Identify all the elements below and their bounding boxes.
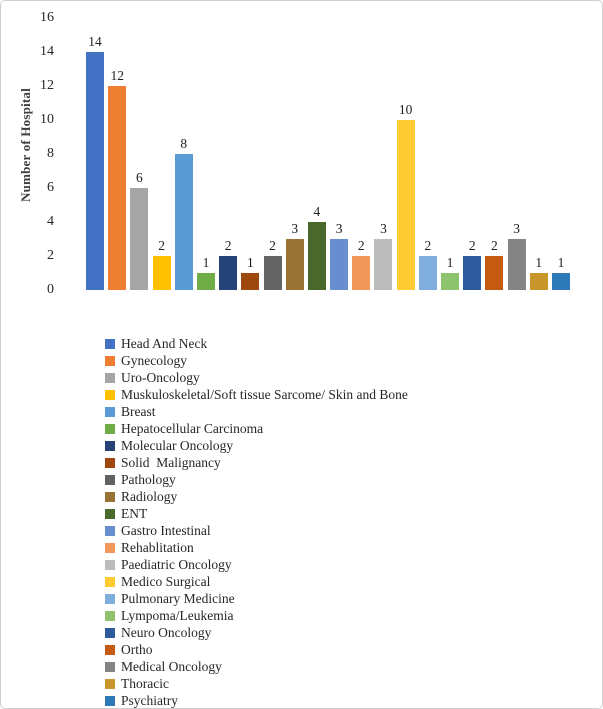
y-axis-ticks [18,1,54,311]
legend-label: Medico Surgical [121,574,211,589]
y-tick-label: 8 [47,146,54,161]
bar-ortho [485,238,503,290]
legend-swatch-icon [105,526,115,536]
bar-lympoma-leukemia [441,255,459,290]
bar-value-label: 1 [557,255,565,270]
legend-swatch-icon [105,560,115,570]
legend-swatch-icon [105,509,115,519]
legend-swatch-icon [105,628,115,638]
legend-swatch-icon [105,390,115,400]
legend-item [105,624,585,641]
legend-label: Lympoma/Leukemia [121,608,234,623]
bar-pulmonary-medicine [419,238,437,290]
bar-value-label: 12 [110,68,124,83]
bar-value-label: 8 [180,136,188,151]
bar-value-label: 3 [335,221,343,236]
bar-value-label: 1 [246,255,254,270]
legend-swatch-icon [105,441,115,451]
legend-item [105,488,585,505]
bar-ent [308,204,326,290]
y-tick-label: 12 [40,78,54,93]
legend-swatch-icon [105,662,115,672]
legend-label: Pulmonary Medicine [121,591,235,606]
bar-value-label: 6 [136,170,143,185]
legend-swatch-icon [105,492,115,502]
legend-label: Pathology [121,472,176,487]
bar-value-label: 2 [224,238,232,253]
bar-radiology [286,221,304,290]
bar-neuro-oncology [463,238,481,290]
y-tick-label: 14 [40,44,54,59]
legend-item [105,369,585,386]
y-tick-label: 10 [40,112,54,127]
legend-label: Rehablitation [121,540,194,555]
legend-item [105,539,585,556]
chart-plot-region [1,1,602,311]
legend-item [105,641,585,658]
legend-item [105,454,585,471]
bar-value-label: 3 [291,221,299,236]
bar-value-label: 14 [88,34,102,49]
legend-item [105,607,585,624]
bar-value-label: 1 [446,255,454,270]
legend-swatch-icon [105,356,115,366]
y-tick-label: 6 [47,180,54,195]
bar-solid-malignancy [241,255,259,290]
legend-label: Paediatric Oncology [121,557,232,572]
legend [105,335,585,709]
legend-swatch-icon [105,696,115,706]
bar-medico-surgical [397,102,415,290]
legend-label: Hepatocellular Carcinoma [121,421,264,436]
legend-item [105,403,585,420]
bar-gynecology [108,68,126,290]
bar-molecular-oncology [219,238,237,290]
bar-psychiatry [552,255,570,290]
bar-value-label: 2 [491,238,498,253]
legend-swatch-icon [105,594,115,604]
bar-thoracic [530,255,548,290]
legend-item [105,386,585,403]
bar-value-label: 3 [380,221,387,236]
legend-swatch-icon [105,645,115,655]
legend-label: Medical Oncology [121,659,222,674]
bar-value-label: 3 [513,221,520,236]
bar-value-label: 2 [424,238,432,253]
legend-item [105,675,585,692]
legend-swatch-icon [105,679,115,689]
legend-label: Thoracic [121,676,169,691]
legend-swatch-icon [105,458,115,468]
bar-uro-oncology [130,170,148,290]
legend-label: Breast [121,404,156,419]
legend-label: Ortho [121,642,153,657]
legend-item [105,437,585,454]
legend-item [105,471,585,488]
legend-item [105,590,585,607]
bar-value-label: 2 [158,238,165,253]
legend-item [105,556,585,573]
legend-item [105,522,585,539]
plot-area [86,18,570,290]
legend-label: Gynecology [121,353,187,368]
legend-swatch-icon [105,424,115,434]
legend-label: Gastro Intestinal [121,523,211,538]
bar-muskuloskeletal-soft-tissue-sarcome-skin-and-bone [153,238,171,290]
legend-item [105,505,585,522]
y-axis-title: Number of Hospital [18,88,33,202]
legend-label: Molecular Oncology [121,438,234,453]
bar-value-label: 2 [357,238,365,253]
bar-value-label: 2 [269,238,276,253]
legend-item [105,352,585,369]
bar-pathology [264,238,282,290]
y-tick-label: 16 [40,10,54,25]
legend-swatch-icon [105,373,115,383]
legend-swatch-icon [105,611,115,621]
legend-swatch-icon [105,339,115,349]
bar-value-label: 4 [313,204,321,219]
legend-item [105,692,585,709]
bar-value-label: 2 [468,238,476,253]
bar-medical-oncology [508,221,526,290]
y-tick-label: 0 [47,282,54,297]
legend-item [105,658,585,675]
bar-hepatocellular-carcinoma [197,255,215,290]
legend-swatch-icon [105,577,115,587]
legend-label: Solid Malignancy [121,455,221,470]
bar-rehablitation [352,238,370,290]
legend-label: ENT [121,506,148,521]
legend-swatch-icon [105,543,115,553]
bar-breast [175,136,193,290]
legend-item [105,420,585,437]
bar-gastro-intestinal [330,221,348,290]
legend-label: Muskuloskeletal/Soft tissue Sarcome/ Skin and Bone [121,387,408,402]
legend-swatch-icon [105,407,115,417]
legend-item [105,335,585,352]
legend-label: Uro-Oncology [121,370,200,385]
y-tick-label: 2 [47,248,54,263]
legend-label: Neuro Oncology [121,625,212,640]
bar-paediatric-oncology [374,221,392,290]
bar-value-label: 10 [398,102,413,117]
legend-swatch-icon [105,475,115,485]
legend-item [105,573,585,590]
legend-label: Head And Neck [121,336,208,351]
legend-label: Radiology [121,489,178,504]
bar-head-and-neck [86,34,104,290]
legend-label: Psychiatry [121,693,178,708]
y-tick-label: 4 [47,214,54,229]
bar-value-label: 1 [202,255,210,270]
bar-value-label: 1 [535,255,543,270]
